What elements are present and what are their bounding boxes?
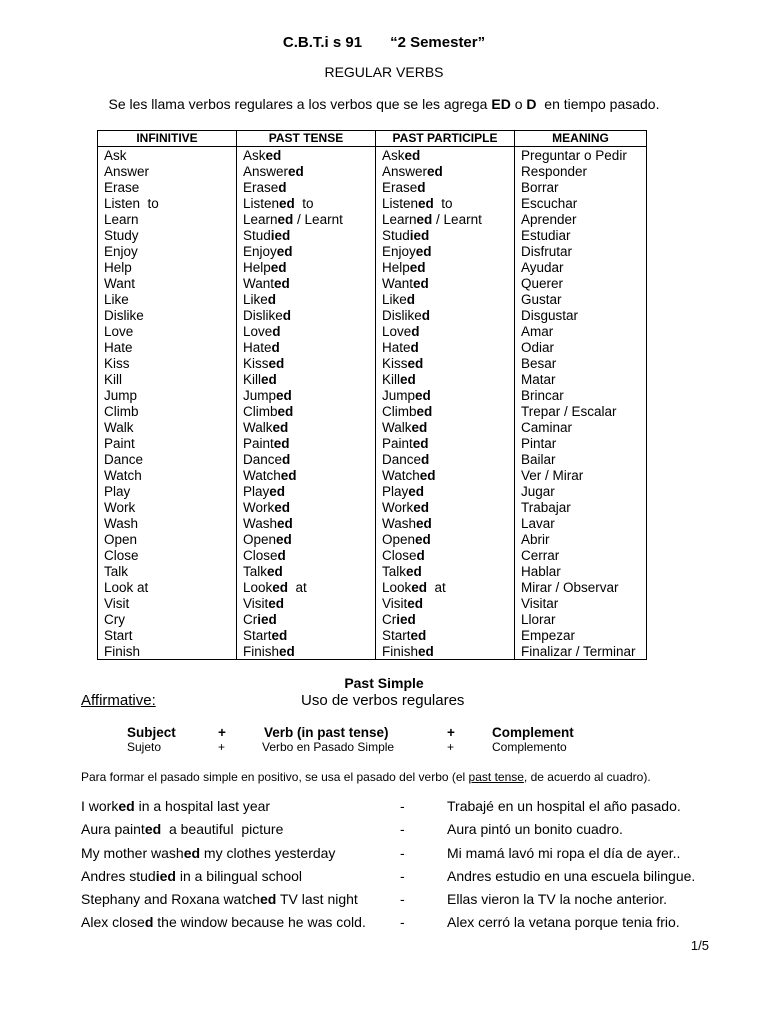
infinitive-cell: Climb	[98, 403, 237, 419]
infinitive-cell: Ask	[98, 147, 237, 164]
regular-verbs-table	[97, 130, 647, 660]
meaning-cell: Aprender	[515, 211, 647, 227]
table-row	[98, 643, 647, 660]
meaning-cell: Trepar / Escalar	[515, 403, 647, 419]
past-tense-cell: Closed	[237, 547, 376, 563]
infinitive-cell: Answer	[98, 163, 237, 179]
past-participle-cell: Kissed	[376, 355, 515, 371]
school-name: C.B.T.i s 91	[282, 34, 363, 51]
past-tense-cell: Liked	[237, 291, 376, 307]
example-spanish: Ellas vieron la TV la noche anterior.	[447, 891, 667, 907]
meaning-cell: Borrar	[515, 179, 647, 195]
infinitive-cell: Close	[98, 547, 237, 563]
table-row	[98, 547, 647, 563]
table-row	[98, 467, 647, 483]
section-title: Past Simple	[344, 675, 424, 691]
infinitive-cell: Hate	[98, 339, 237, 355]
example-english: I worked in a hospital last year	[81, 798, 271, 814]
table-row	[98, 163, 647, 179]
past-participle-cell: Answered	[376, 163, 515, 179]
past-participle-cell: Listened to	[376, 195, 515, 211]
intro-paragraph: Se les llama verbos regulares a los verbos que se les agrega ED o D en tiempo pasado.	[108, 96, 660, 112]
infinitive-cell: Watch	[98, 467, 237, 483]
meaning-cell: Responder	[515, 163, 647, 179]
formula-plus: +	[447, 725, 455, 740]
past-tense-cell: Talked	[237, 563, 376, 579]
past-participle-cell: Jumped	[376, 387, 515, 403]
table-row	[98, 627, 647, 643]
table-row	[98, 451, 647, 467]
past-participle-cell: Visited	[376, 595, 515, 611]
example-spanish: Mi mamá lavó mi ropa el día de ayer..	[447, 845, 681, 861]
past-tense-cell: Danced	[237, 451, 376, 467]
past-participle-cell: Played	[376, 483, 515, 499]
infinitive-cell: Dance	[98, 451, 237, 467]
past-participle-cell: Closed	[376, 547, 515, 563]
table-row	[98, 339, 647, 355]
past-tense-cell: Studied	[237, 227, 376, 243]
infinitive-cell: Talk	[98, 563, 237, 579]
past-participle-cell: Enjoyed	[376, 243, 515, 259]
formula-subject-es: Sujeto	[127, 740, 162, 754]
meaning-cell: Odiar	[515, 339, 647, 355]
table-row	[98, 611, 647, 627]
meaning-cell: Ver / Mirar	[515, 467, 647, 483]
example-spanish: Trabajé en un hospital el año pasado.	[447, 798, 681, 814]
page-number: 1/5	[690, 938, 709, 953]
example-separator: -	[400, 914, 405, 930]
infinitive-cell: Walk	[98, 419, 237, 435]
infinitive-cell: Listen to	[98, 195, 237, 211]
example-separator: -	[400, 821, 405, 837]
meaning-cell: Caminar	[515, 419, 647, 435]
table-row	[98, 579, 647, 595]
column-header: PAST TENSE	[237, 131, 376, 147]
example-english: Stephany and Roxana watched TV last night	[81, 891, 358, 907]
past-tense-cell: Listened to	[237, 195, 376, 211]
past-participle-cell: Loved	[376, 323, 515, 339]
table-row	[98, 323, 647, 339]
infinitive-cell: Start	[98, 627, 237, 643]
affirmative-label: Affirmative:	[81, 692, 156, 709]
past-participle-cell: Danced	[376, 451, 515, 467]
meaning-cell: Pintar	[515, 435, 647, 451]
formula-complement: Complement	[492, 725, 574, 740]
past-participle-cell: Painted	[376, 435, 515, 451]
example-english: Andres studied in a bilingual school	[81, 868, 303, 884]
meaning-cell: Estudiar	[515, 227, 647, 243]
table-row	[98, 179, 647, 195]
infinitive-cell: Paint	[98, 435, 237, 451]
past-tense-cell: Jumped	[237, 387, 376, 403]
formula-plus-es: +	[218, 740, 226, 754]
past-tense-cell: Played	[237, 483, 376, 499]
meaning-cell: Lavar	[515, 515, 647, 531]
example-english: Aura painted a beautiful picture	[81, 821, 284, 837]
meaning-cell: Disgustar	[515, 307, 647, 323]
infinitive-cell: Open	[98, 531, 237, 547]
past-participle-cell: Cried	[376, 611, 515, 627]
table-header-row	[98, 131, 647, 147]
table-row	[98, 227, 647, 243]
infinitive-cell: Work	[98, 499, 237, 515]
past-participle-cell: Talked	[376, 563, 515, 579]
past-participle-cell: Wanted	[376, 275, 515, 291]
table-row	[98, 435, 647, 451]
meaning-cell: Preguntar o Pedir	[515, 147, 647, 164]
formula-verb-es: Verbo en Pasado Simple	[262, 740, 395, 754]
table-row	[98, 211, 647, 227]
past-tense-cell: Started	[237, 627, 376, 643]
meaning-cell: Brincar	[515, 387, 647, 403]
explanation-text: Para formar el pasado simple en positivo, se usa el pasado del verbo (el past tense, de acuerdo al cuadro).	[81, 770, 651, 784]
infinitive-cell: Learn	[98, 211, 237, 227]
column-header: MEANING	[515, 131, 647, 147]
table-row	[98, 595, 647, 611]
past-participle-cell: Studied	[376, 227, 515, 243]
meaning-cell: Visitar	[515, 595, 647, 611]
table-row	[98, 483, 647, 499]
past-participle-cell: Washed	[376, 515, 515, 531]
example-spanish: Aura pintó un bonito cuadro.	[447, 821, 623, 837]
past-tense-cell: Painted	[237, 435, 376, 451]
past-tense-cell: Erased	[237, 179, 376, 195]
formula-plus: +	[218, 725, 226, 740]
example-separator: -	[400, 891, 405, 907]
table-row	[98, 387, 647, 403]
example-separator: -	[400, 845, 405, 861]
formula-plus-es: +	[447, 740, 455, 754]
past-tense-cell: Finished	[237, 643, 376, 660]
past-participle-cell: Opened	[376, 531, 515, 547]
past-tense-cell: Walked	[237, 419, 376, 435]
past-participle-cell: Climbed	[376, 403, 515, 419]
meaning-cell: Disfrutar	[515, 243, 647, 259]
table-row	[98, 419, 647, 435]
affirmative-description: Uso de verbos regulares	[301, 692, 465, 709]
table-row	[98, 147, 647, 164]
infinitive-cell: Enjoy	[98, 243, 237, 259]
past-tense-cell: Helped	[237, 259, 376, 275]
past-participle-cell: Hated	[376, 339, 515, 355]
infinitive-cell: Finish	[98, 643, 237, 660]
past-tense-cell: Opened	[237, 531, 376, 547]
infinitive-cell: Kill	[98, 371, 237, 387]
example-english: Alex closed the window because he was cold.	[81, 914, 366, 930]
formula-subject: Subject	[127, 725, 176, 740]
table-row	[98, 499, 647, 515]
past-tense-cell: Kissed	[237, 355, 376, 371]
past-tense-cell: Wanted	[237, 275, 376, 291]
infinitive-cell: Dislike	[98, 307, 237, 323]
infinitive-cell: Love	[98, 323, 237, 339]
table-row	[98, 307, 647, 323]
infinitive-cell: Wash	[98, 515, 237, 531]
meaning-cell: Matar	[515, 371, 647, 387]
table-row	[98, 355, 647, 371]
meaning-cell: Mirar / Observar	[515, 579, 647, 595]
past-participle-cell: Erased	[376, 179, 515, 195]
past-tense-cell: Disliked	[237, 307, 376, 323]
past-tense-cell: Enjoyed	[237, 243, 376, 259]
past-participle-cell: Liked	[376, 291, 515, 307]
document-subtitle: REGULAR VERBS	[324, 64, 444, 80]
example-separator: -	[400, 868, 405, 884]
past-tense-cell: Killed	[237, 371, 376, 387]
past-tense-cell: Climbed	[237, 403, 376, 419]
infinitive-cell: Kiss	[98, 355, 237, 371]
table-row	[98, 195, 647, 211]
past-tense-cell: Learned / Learnt	[237, 211, 376, 227]
past-participle-cell: Finished	[376, 643, 515, 660]
table-row	[98, 531, 647, 547]
infinitive-cell: Play	[98, 483, 237, 499]
infinitive-cell: Look at	[98, 579, 237, 595]
infinitive-cell: Want	[98, 275, 237, 291]
past-tense-cell: Washed	[237, 515, 376, 531]
past-tense-cell: Looked at	[237, 579, 376, 595]
example-english: My mother washed my clothes yesterday	[81, 845, 336, 861]
meaning-cell: Amar	[515, 323, 647, 339]
infinitive-cell: Cry	[98, 611, 237, 627]
past-participle-cell: Asked	[376, 147, 515, 164]
past-participle-cell: Looked at	[376, 579, 515, 595]
table-row	[98, 291, 647, 307]
semester-label: “2 Semester”	[390, 34, 486, 51]
past-tense-cell: Answered	[237, 163, 376, 179]
table-row	[98, 259, 647, 275]
past-tense-cell: Worked	[237, 499, 376, 515]
document-title	[0, 34, 768, 51]
example-spanish: Andres estudio en una escuela bilingue.	[447, 868, 696, 884]
past-tense-cell: Asked	[237, 147, 376, 164]
formula-verb: Verb (in past tense)	[264, 725, 389, 740]
meaning-cell: Besar	[515, 355, 647, 371]
past-tense-reference: past tense	[468, 770, 524, 784]
meaning-cell: Ayudar	[515, 259, 647, 275]
past-participle-cell: Started	[376, 627, 515, 643]
infinitive-cell: Visit	[98, 595, 237, 611]
formula-complement-es: Complemento	[492, 740, 567, 754]
table-row	[98, 275, 647, 291]
past-tense-cell: Visited	[237, 595, 376, 611]
past-tense-cell: Watched	[237, 467, 376, 483]
table-row	[98, 243, 647, 259]
table-row	[98, 403, 647, 419]
past-participle-cell: Helped	[376, 259, 515, 275]
meaning-cell: Gustar	[515, 291, 647, 307]
column-header: PAST PARTICIPLE	[376, 131, 515, 147]
meaning-cell: Jugar	[515, 483, 647, 499]
meaning-cell: Llorar	[515, 611, 647, 627]
meaning-cell: Cerrar	[515, 547, 647, 563]
past-participle-cell: Disliked	[376, 307, 515, 323]
meaning-cell: Bailar	[515, 451, 647, 467]
table-row	[98, 563, 647, 579]
meaning-cell: Empezar	[515, 627, 647, 643]
past-participle-cell: Learned / Learnt	[376, 211, 515, 227]
infinitive-cell: Study	[98, 227, 237, 243]
past-participle-cell: Walked	[376, 419, 515, 435]
past-participle-cell: Killed	[376, 371, 515, 387]
infinitive-cell: Like	[98, 291, 237, 307]
example-spanish: Alex cerró la vetana porque tenia frio.	[447, 914, 680, 930]
meaning-cell: Abrir	[515, 531, 647, 547]
infinitive-cell: Jump	[98, 387, 237, 403]
past-tense-cell: Hated	[237, 339, 376, 355]
meaning-cell: Finalizar / Terminar	[515, 643, 647, 660]
past-participle-cell: Worked	[376, 499, 515, 515]
column-header: INFINITIVE	[98, 131, 237, 147]
table-row	[98, 371, 647, 387]
past-tense-cell: Cried	[237, 611, 376, 627]
meaning-cell: Hablar	[515, 563, 647, 579]
past-participle-cell: Watched	[376, 467, 515, 483]
table-body	[98, 147, 647, 660]
table-row	[98, 515, 647, 531]
meaning-cell: Escuchar	[515, 195, 647, 211]
meaning-cell: Trabajar	[515, 499, 647, 515]
past-tense-cell: Loved	[237, 323, 376, 339]
example-separator: -	[400, 798, 405, 814]
infinitive-cell: Help	[98, 259, 237, 275]
infinitive-cell: Erase	[98, 179, 237, 195]
meaning-cell: Querer	[515, 275, 647, 291]
